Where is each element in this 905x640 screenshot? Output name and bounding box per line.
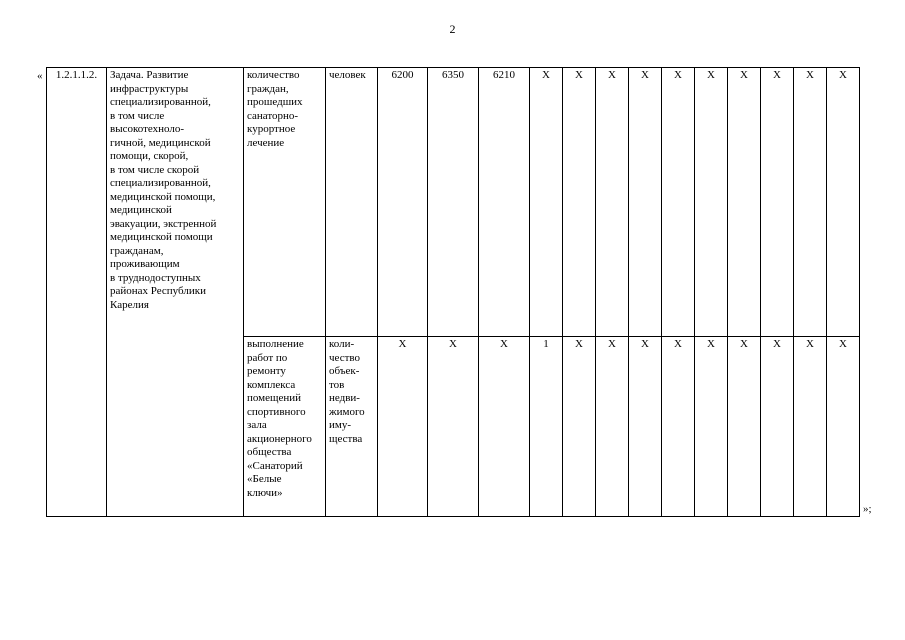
value-cell: X <box>728 68 761 337</box>
value-cell: X <box>596 68 629 337</box>
table-row <box>47 68 860 337</box>
opening-quote: « <box>37 70 43 82</box>
text-line: медицинской помощи, <box>110 190 216 203</box>
value-cell: 1 <box>530 337 563 517</box>
value-cell: X <box>827 68 860 337</box>
value-cell: X <box>563 337 596 517</box>
text-line: гражданам, <box>110 244 164 257</box>
text-line: комплекса <box>247 378 296 391</box>
value-cell: X <box>761 337 794 517</box>
indicator-cell <box>244 68 326 337</box>
unit-cell <box>326 337 378 517</box>
value-cell: X <box>695 337 728 517</box>
text-line: инфраструктуры <box>110 82 189 95</box>
value-cell: 6350 <box>428 68 479 337</box>
page-number: 2 <box>449 22 456 36</box>
text-line: специализированной, <box>110 177 211 189</box>
text-line: проживающим <box>110 258 180 270</box>
value-cell: X <box>629 337 662 517</box>
text-line: коли- <box>329 338 355 350</box>
value-cell: X <box>563 68 596 337</box>
text-line: Задача. Развитие <box>110 69 189 81</box>
value-cell: 6200 <box>378 68 428 337</box>
text-line: прошедших <box>247 96 303 108</box>
text-line: медицинской помощи <box>110 231 213 243</box>
value-cell: X <box>662 68 695 337</box>
text-line: помощи, скорой, <box>110 150 189 162</box>
text-line: ключи» <box>247 486 283 499</box>
text-line: объек- <box>329 365 360 377</box>
text-line: лечение <box>247 136 285 149</box>
closing-quote: »; <box>863 503 872 515</box>
value-cell: X <box>794 337 827 517</box>
task-description-cell <box>107 68 244 517</box>
text-line: эвакуации, экстренной <box>110 217 217 230</box>
text-line: общества <box>247 446 292 458</box>
text-line: граждан, <box>247 82 289 95</box>
indicator-cell <box>244 337 326 517</box>
text-line: жимого <box>329 405 365 418</box>
text-line: медицинской <box>110 204 172 216</box>
text-line: выполнение <box>247 338 304 350</box>
value-cell: 6210 <box>479 68 530 337</box>
text-line: гичной, медицинской <box>110 136 211 149</box>
text-line: в том числе <box>110 109 165 122</box>
text-line: тов <box>329 378 345 391</box>
targets-table <box>46 67 860 517</box>
text-line: курортное <box>247 123 296 135</box>
text-line: иму- <box>329 419 352 431</box>
text-line: количество <box>247 69 300 81</box>
text-line: зала <box>247 419 267 431</box>
text-line: помещений <box>247 392 302 404</box>
text-line: работ по <box>247 351 288 364</box>
value-cell: X <box>761 68 794 337</box>
text-line: человек <box>329 69 366 81</box>
value-cell: X <box>530 68 563 337</box>
text-line: Карелия <box>110 298 149 311</box>
text-line: «Белые <box>247 473 282 485</box>
text-line: «Санаторий <box>247 459 303 472</box>
text-line: высокотехноло- <box>110 123 185 135</box>
text-line: в том числе скорой <box>110 163 200 176</box>
text-line: спортивного <box>247 405 306 418</box>
text-line: акционерного <box>247 432 312 445</box>
value-cell: X <box>479 337 530 517</box>
value-cell: X <box>794 68 827 337</box>
text-line: недви- <box>329 392 360 404</box>
value-cell: X <box>428 337 479 517</box>
text-line: санаторно- <box>247 109 299 122</box>
value-cell: X <box>378 337 428 517</box>
unit-cell <box>326 68 378 337</box>
value-cell: X <box>695 68 728 337</box>
value-cell: X <box>596 337 629 517</box>
text-line: районах Республики <box>110 285 206 297</box>
value-cell: X <box>629 68 662 337</box>
text-line: щества <box>329 432 363 445</box>
text-line: специализированной, <box>110 96 211 108</box>
value-cell: X <box>728 337 761 517</box>
value-cell: X <box>827 337 860 517</box>
text-line: в труднодоступных <box>110 271 201 284</box>
text-line: ремонту <box>247 365 286 377</box>
value-cell: X <box>662 337 695 517</box>
text-line: чество <box>329 351 360 364</box>
item-code-cell: 1.2.1.1.2. <box>47 68 107 517</box>
